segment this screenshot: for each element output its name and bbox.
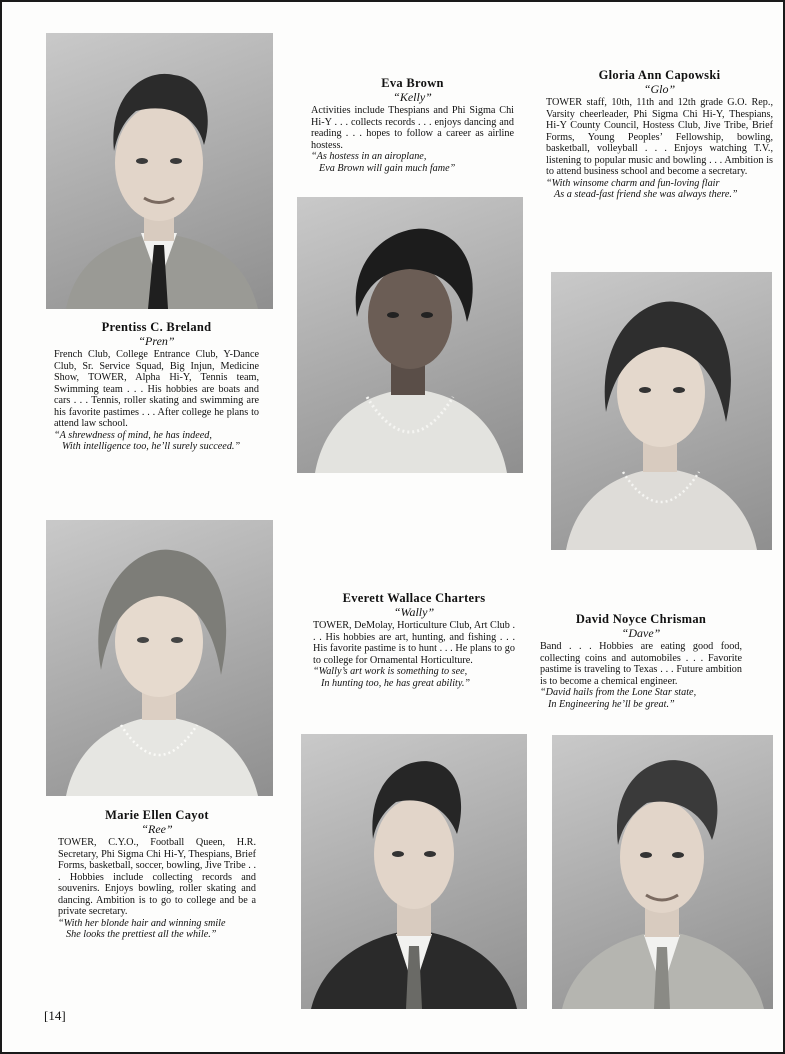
student-verse (311, 151, 514, 174)
verse-line-1: “David hails from the Lone Star state, (540, 687, 697, 698)
page-number: [14] (44, 1008, 66, 1023)
student-name: Prentiss C. Breland (101, 320, 212, 334)
student-bio: Band . . . Hobbies are eating good food, collecting coins and automobiles . . . Favorite pastime is traveling to Texas . . . Future ambition is to become a chemical engineer. (540, 641, 742, 687)
verse-line-2: Eva Brown will gain much fame” (319, 162, 456, 174)
portrait-prentiss-breland (46, 33, 273, 309)
verse-line-2: In Engineering he’ll be great.” (548, 698, 675, 710)
portrait-eva-brown (297, 197, 523, 473)
student-nickname: “Pren” (138, 334, 175, 348)
entry-prentiss-breland (54, 320, 259, 453)
student-bio: TOWER staff, 10th, 11th and 12th grade G.O. Rep., Varsity cheerleader, Phi Sigma Chi Hi-Y, Thespians, Hi-Y County Council, Hostess Club, Jive Tribe, Brief Forms, Young Peoples’ Fellowship, bowling, basketball, volleyball . . . Enjoys watching T.V., listening to popular music and bowling . . . Ambition is to attend business school and become a secretary. (546, 97, 773, 177)
student-name: Eva Brown (381, 76, 444, 90)
entry-gloria-capowski (546, 68, 773, 201)
student-bio: Activities include Thespians and Phi Sigma Chi Hi-Y . . . collects records . . . enjoys dancing and reading . . . hopes to follow a career as airline hostess. (311, 105, 514, 151)
student-bio: French Club, College Entrance Club, Y-Dance Club, Sr. Service Squad, Big Injun, Medicine Show, TOWER, Alpha Hi-Y, Tennis team, Swimming team . . . His hobbies are boats and cars . . . Tennis, roller skating and swimming are his favorite pastimes . . . After college he plans to attend law school. (54, 349, 259, 429)
entry-marie-cayot (58, 808, 256, 941)
student-name: David Noyce Chrisman (575, 612, 707, 626)
verse-line-2: With intelligence too, he’ll surely succeed.” (62, 441, 241, 452)
entry-everett-charters (313, 591, 515, 689)
verse-line-2: As a stead-fast friend she was always there.” (554, 189, 738, 200)
verse-line-1: “With winsome charm and fun-loving flair (546, 177, 720, 189)
student-verse (313, 666, 515, 689)
student-nickname: “Kelly” (393, 90, 432, 104)
verse-line-1: “With her blonde hair and winning smile (58, 917, 226, 929)
portrait-gloria-capowski (551, 272, 772, 550)
verse-line-1: “Wally’s art work is something to see, (313, 666, 468, 677)
verse-line-1: “A shrewdness of mind, he has indeed, (54, 429, 212, 441)
student-verse (546, 178, 773, 201)
student-verse (58, 918, 256, 941)
entry-david-chrisman (540, 612, 742, 710)
student-name: Everett Wallace Charters (342, 591, 486, 605)
portrait-everett-charters (301, 734, 527, 1009)
student-verse (54, 430, 259, 453)
student-name: Marie Ellen Cayot (105, 808, 209, 822)
student-nickname: “Wally” (393, 605, 435, 619)
entry-eva-brown (311, 76, 514, 174)
verse-line-2: She looks the prettiest all the while.” (66, 929, 217, 940)
student-verse (540, 687, 742, 710)
portrait-marie-cayot (46, 520, 273, 796)
verse-line-1: “As hostess in an airoplane, (311, 151, 427, 162)
student-nickname: “Glo” (643, 82, 676, 96)
student-bio: TOWER, C.Y.O., Football Queen, H.R. Secretary, Phi Sigma Chi Hi-Y, Thespians, Brief Forms, basketball, soccer, bowling, Jive Tribe . . . Hobbies include collecting records and souvenirs. Enjoys bowling, roller skating and dancing. Ambition is to go to college and be a private secretary. (58, 837, 256, 917)
student-nickname: “Ree” (141, 822, 173, 836)
student-nickname: “Dave” (621, 626, 661, 640)
student-bio: TOWER, DeMolay, Horticulture Club, Art Club . . . His hobbies are art, hunting, and fishing . . . His favorite pastime is to hunt . . . He plans to go to college for Ornamental Horticulture. (313, 620, 515, 666)
verse-line-2: In hunting too, he has great ability.” (321, 677, 471, 689)
student-name: Gloria Ann Capowski (598, 68, 721, 82)
portrait-david-chrisman (552, 735, 773, 1009)
